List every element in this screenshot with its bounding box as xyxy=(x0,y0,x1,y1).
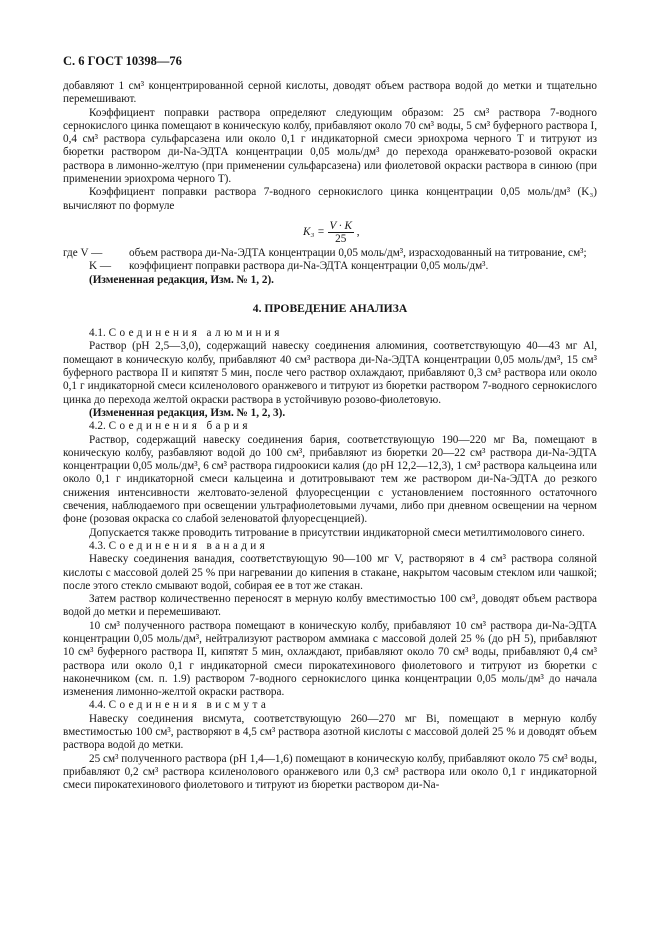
paragraph: 10 см³ полученного раствора помещают в коническую колбу, прибавляют 10 см³ раствора ди-Na-ЭДТА концентрации 0,05 моль/дм³, нейтрализуют раствором аммиака с массовой долей 25 % (до рН 5), прибавляют 10 см³ буферного раствора II, кипятят 5 мин, охлаждают, прибавляют около 70 см³ воды, прибавляют 0,4 см³ раствора или около 0,1 г индикаторной смеси пирокатехинового фиолетового и титруют из бюретки с наконечником (см. п. 1.9) раствором 7-водного сернокислого цинка концентрации 0,05 моль/дм³ до начала изменения лимонно-желтой окраски раствора. xyxy=(63,619,597,699)
page-header: С. 6 ГОСТ 10398—76 xyxy=(63,54,182,68)
subsection-title xyxy=(63,420,597,433)
where-list xyxy=(63,247,597,274)
formula-lhs: K₃ = xyxy=(303,226,325,239)
formula-tail: , xyxy=(356,226,360,239)
formula-denominator: 25 xyxy=(335,232,347,245)
paragraph: Навеску соединения висмута, соответствующую 260—270 мг Bi, помещают в мерную колбу вместимостью 100 см³, растворяют в 4,5 см³ раствора азотной кислоты с массовой долей 25 % и доводят объем раствора водой до метки. xyxy=(63,712,597,752)
where-key: K — xyxy=(89,260,112,273)
paragraph: Затем раствор количественно переносят в мерную колбу вместимостью 100 см³, доводят объем раствора водой до метки и перемешивают. xyxy=(63,593,597,619)
paragraph: 25 см³ полученного раствора (рН 1,4—1,6) помещают в коническую колбу, прибавляют около 75 см³ воды, прибавляют 0,2 см³ раствора ксиленолового оранжевого или 0,3 см³ раствора или около 0,1 г индикаторной смеси пирокатехинового фиолетового и титруют из бюретки раствором ди-Na- xyxy=(63,752,597,792)
subsection-number: 4.1. xyxy=(89,327,106,340)
subsection-title xyxy=(63,327,597,340)
subsection-title xyxy=(63,540,597,553)
subsection-name: Соединения ванадия xyxy=(108,539,269,552)
edit-note: (Измененная редакция, Изм. № 1, 2, 3). xyxy=(89,406,286,419)
where-text: коэффициент поправки раствора ди-Na-ЭДТА концентрации 0,05 моль/дм³. xyxy=(129,260,489,273)
paragraph: Раствор, содержащий навеску соединения бария, соответствующую 190—220 мг Ba, помещают в коническую колбу, разбавляют водой до 100 см³, прибавляют из бюретки 20—22 см³ раствора ди-Na-ЭДТА концентрации 0,05 моль/дм³, 6 см³ раствора гидроокиси калия (до рН 12,2—12,3), 1 см³ раствора кальцеина или около 0,1 г индикаторной смеси кальцеина и дотитровывают тем же раствором ди-Na-ЭДТА до резкого снижения интенсивности желтовато-зеленой флуоресценции с установлением постоянного остаточного свечения, наблюдаемого при освещении ультрафиолетовыми лучами, либо при дневном освещении на черном фоне (розовая окраска со слабой зеленоватой флуоресценцией). xyxy=(63,433,597,526)
edit-note: (Измененная редакция, Изм. № 1, 2). xyxy=(89,273,274,286)
document-body xyxy=(63,80,597,793)
paragraph: добавляют 1 см³ концентрированной серной кислоты, доводят объем раствора водой до метки и тщательно перемешивают. xyxy=(63,80,597,106)
subsection-name: Соединения бария xyxy=(108,420,251,433)
subsection-number: 4.2. xyxy=(89,420,106,433)
where-item xyxy=(89,260,597,273)
paragraph: Допускается также проводить титрование в присутствии индикаторной смеси метилтимолового синего. xyxy=(89,526,585,539)
subsection-number: 4.4. xyxy=(89,699,106,712)
formula xyxy=(63,219,597,245)
formula-fraction xyxy=(328,220,354,245)
where-item xyxy=(63,247,597,260)
paragraph: Коэффициент поправки раствора 7-водного сернокислого цинка концентрации 0,05 моль/дм³ (K₃) вычисляют по формуле xyxy=(63,186,597,212)
paragraph: Раствор (рН 2,5—3,0), содержащий навеску соединения алюминия, соответствующую 40—43 мг Al, помещают в коническую колбу, прибавляют 40 см³ раствора ди-Na-ЭДТА концентрации 0,05 моль/дм³, 15 см³ буферного раствора II и кипятят 5 мин, после чего раствор охлаждают, прибавляют 0,3 см³ раствора или около 0,1 г индикаторной смеси ксиленолового оранжевого и титруют из бюретки раствором 7-водного сернокислого цинка до перехода желтой окраски раствора в устойчивую розово-фиолетовую. xyxy=(63,340,597,406)
subsection-number: 4.3. xyxy=(89,539,106,552)
paragraph: Коэффициент поправки раствора определяют следующим образом: 25 см³ раствора 7-водного сернокислого цинка помещают в коническую колбу, прибавляют около 70 см³ воды, 5 см³ буферного раствора I, 0,4 см³ раствора сульфарсазена или около 0,1 г индикаторной смеси эриохрома черного Т и титруют из бюретки раствором ди-Na-ЭДТА концентрации 0,05 моль/дм³ до перехода оранжевато-розовой окраски раствора в лимонно-желтую (при применении сульфарсазена) или фиолетовой окраски раствора в синюю (при применении эриохрома черного Т). xyxy=(63,106,597,186)
where-key: где V — xyxy=(63,246,103,259)
section-heading: 4. ПРОВЕДЕНИЕ АНАЛИЗА xyxy=(252,301,408,315)
subsection-title xyxy=(63,699,597,712)
formula-numerator: V · K xyxy=(329,219,352,232)
where-text: объем раствора ди-Na-ЭДТА концентрации 0,05 моль/дм³, израсходованный на титрование, см³; xyxy=(129,246,587,259)
paragraph: Навеску соединения ванадия, соответствующую 90—100 мг V, растворяют в 4 см³ раствора соляной кислоты с массовой долей 25 % при нагревании до кипения в стакане, накрытом часовым стеклом или чашкой; после этого стекло смывают водой, собирая ее в тот же стакан. xyxy=(63,553,597,592)
subsection-name: Соединения алюминия xyxy=(108,327,283,340)
subsection-name: Соединения висмута xyxy=(108,699,270,712)
